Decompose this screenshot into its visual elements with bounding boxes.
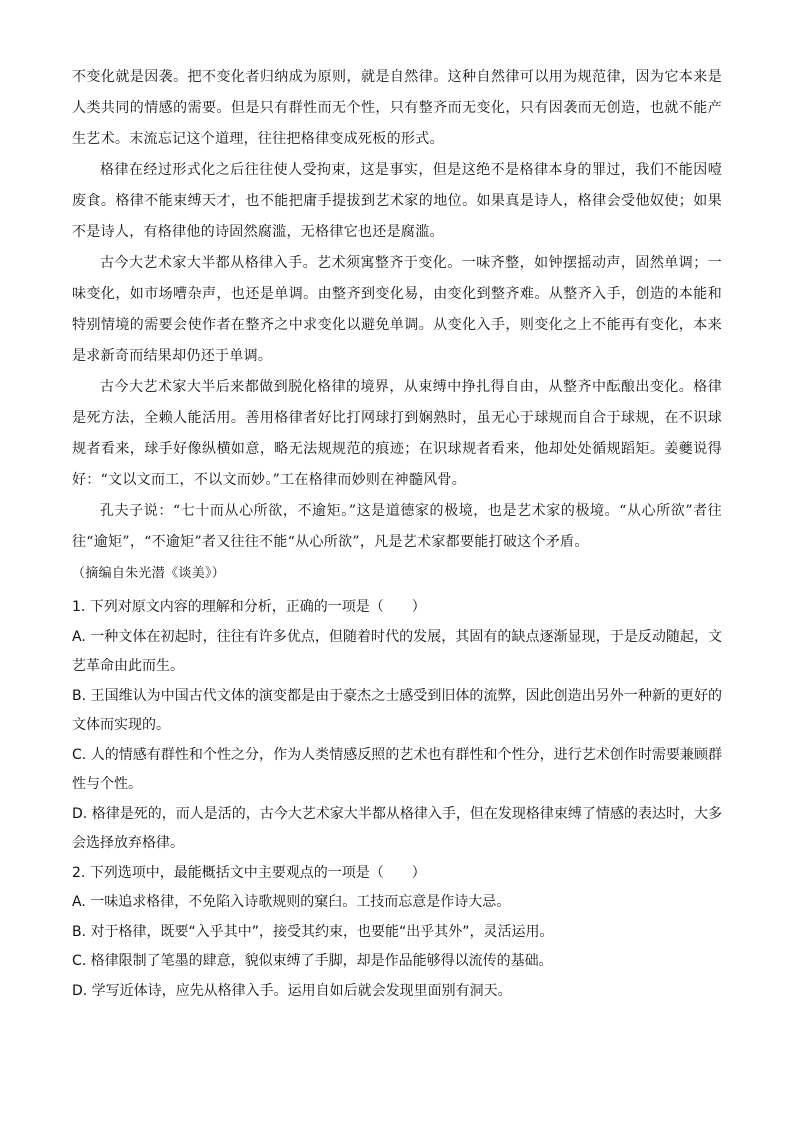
question-1-option-b: B. 王国维认为中国古代文体的演变都是由于豪杰之士感受到旧体的流弊，因此创造出另外一种新的更好的文体而实现的。 [72,687,722,733]
passage-source: （摘编自朱光潜《谈美》） [72,566,226,581]
question-2 [72,859,722,1007]
question-section [72,593,722,1006]
question-2-stem: 2. 下列选项中，最能概括文中主要观点的一项是（ ） [72,864,426,881]
question-1-stem: 1. 下列对原文内容的理解和分析，正确的一项是（ ） [72,599,426,615]
passage-paragraph-5: 孔夫子说：“七十而从心所欲，不逾矩。”这是道德家的极境，也是艺术家的极境。“从心所欲”者往往“逾矩”，“不逾矩”者又往往不能“从心所欲”，凡是艺术家都要能打破这个矛盾。 [72,503,722,550]
question-2-option-d: D. 学写近体诗，应先从格律入手。运用自如后就会发现里面别有洞天。 [72,982,512,999]
reading-passage [72,62,722,589]
question-2-option-a: A. 一味追求格律，不免陷入诗歌规则的窠臼。工技而忘意是作诗大忌。 [72,894,511,910]
passage-paragraph-3: 古今大艺术家大半都从格律入手。艺术须寓整齐于变化。一味齐整，如钟摆摇动声，固然单调；一味变化，如市场嘈杂声，也还是单调。由整齐到变化易，由变化到整齐难。从整齐入手，创造的本能和特别情境的需要会使作者在整齐之中求变化以避免单调。从变化入手，则变化之上不能再有变化，本来是求新奇而结果却仍还于单调。 [72,255,722,364]
passage-paragraph-1: 不变化就是因袭。把不变化者归纳成为原则，就是自然律。这种自然律可以用为规范律，因为它本来是人类共同的情感的需要。但是只有群性而无个性，只有整齐而无变化，只有因袭而无创造，也就不能产生艺术。末流忘记这个道理，往往把格律变成死板的形式。 [72,69,722,147]
question-2-option-b: B. 对于格律，既要“入乎其中”，接受其约束，也要能“出乎其外”，灵活运用。 [72,923,554,940]
question-1-option-c: C. 人的情感有群性和个性之分，作为人类情感反照的艺术也有群性和个性分，进行艺术创作时需要兼顾群性与个性。 [72,746,722,792]
passage-paragraph-4: 古今大艺术家大半后来都做到脱化格律的境界，从束缚中挣扎得自由，从整齐中酝酿出变化。格律是死方法，全赖人能活用。善用格律者好比打网球打到娴熟时，虽无心于球规而自合于球规，在不识球规者看来，球手好像纵横如意，略无法规规范的痕迹；在识球规者看来，他却处处循规蹈矩。姜夔说得好：“文以文而工，不以文而妙。”工在格律而妙则在神髓风骨。 [72,379,722,488]
question-2-option-c: C. 格律限制了笔墨的肆意，貌似束缚了手脚，却是作品能够得以流传的基础。 [72,953,553,969]
question-1 [72,593,722,859]
passage-paragraph-2: 格律在经过形式化之后往往使人受拘束，这是事实，但是这绝不是格律本身的罪过，我们不能因噎废食。格律不能束缚天才，也不能把庸手提拔到艺术家的地位。如果真是诗人，格律会受他奴使；如果不是诗人，有格律他的诗固然腐滥，无格律它也还是腐滥。 [72,162,722,240]
question-1-option-a: A. 一种文体在初起时，往往有许多优点，但随着时代的发展，其固有的缺点逐渐显现，于是反动随起，文艺革命由此而生。 [72,628,722,674]
question-1-option-d: D. 格律是死的，而人是活的，古今大艺术家大半都从格律入手，但在发现格律束缚了情感的表达时，大多会选择放弃格律。 [72,805,722,851]
